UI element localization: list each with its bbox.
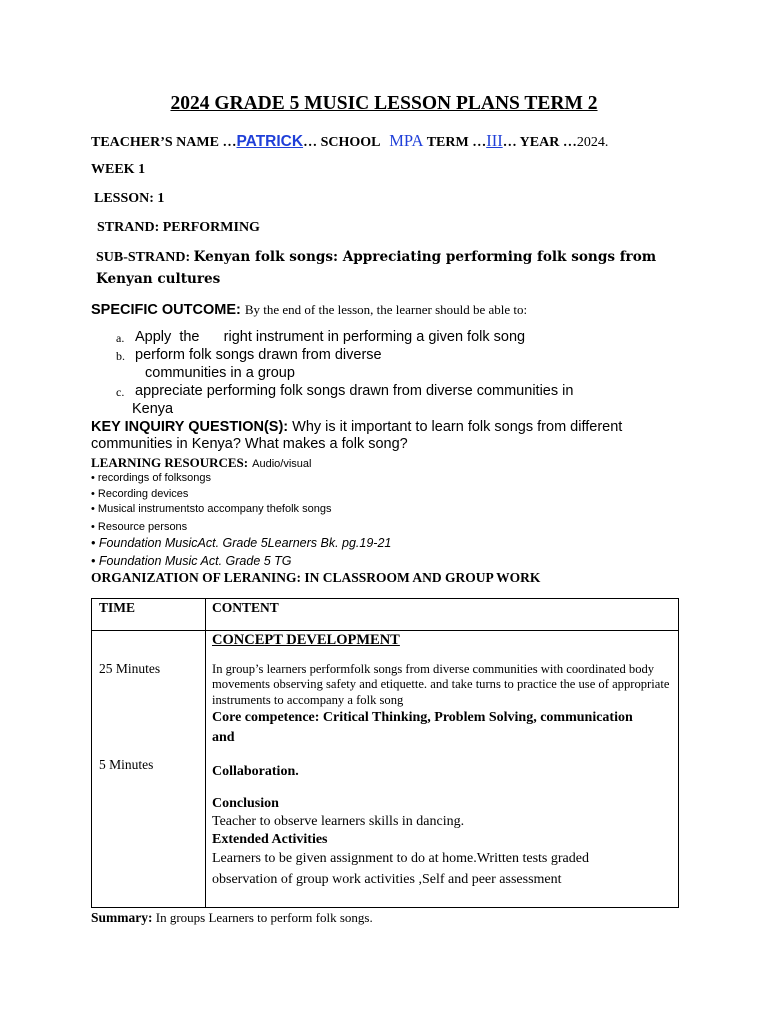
table-row: [92, 631, 679, 908]
time-cell: [92, 631, 206, 908]
summary: [91, 910, 373, 926]
school-name: MPA: [389, 131, 424, 150]
list-marker: a.: [116, 331, 125, 345]
outcome-text-cont: communities in a group: [145, 365, 295, 381]
year-value: 2024.: [576, 135, 609, 150]
organization-heading: ORGANIZATION OF LERANING: IN CLASSROOM AND GROUP WORK: [91, 570, 541, 585]
conclusion-heading: Conclusion: [212, 796, 279, 811]
concept-text: In group’s learners performfolk songs from diverse communities with coordinated body movements observing safety and etiquette. and take turns to practice the use of appropriate instruments to accompany a folk song: [212, 661, 670, 707]
list-item: [116, 382, 636, 418]
key-inquiry-label: KEY INQUIRY QUESTION(S):: [91, 419, 289, 435]
concept-development-heading: CONCEPT DEVELOPMENT: [212, 632, 400, 648]
specific-outcome-label: SPECIFIC OUTCOME:: [91, 302, 241, 318]
conclusion-text: Teacher to observe learners skills in dancing.: [212, 814, 465, 829]
core-competence: Core competence: Critical Thinking, Problem Solving, communication: [212, 710, 633, 725]
content-cell: [206, 631, 679, 908]
week-label: WEEK 1: [91, 162, 146, 177]
summary-label: Summary:: [91, 910, 153, 925]
list-marker: b.: [116, 349, 125, 363]
collaboration: Collaboration.: [212, 764, 299, 779]
sub-strand: [96, 249, 656, 266]
core-competence-cont: and: [212, 730, 235, 745]
header-line: [91, 131, 608, 151]
sub-strand-label: SUB-STRAND:: [96, 250, 191, 265]
strand-label: STRAND: PERFORMING: [97, 220, 260, 235]
list-item: [116, 346, 636, 382]
learning-resources-intro: Audio/visual: [252, 458, 312, 470]
reference-item: • Foundation MusicAct. Grade 5Learners Bk. pg.19-21: [91, 536, 392, 550]
table-header-content: CONTENT: [206, 599, 679, 631]
list-item: [116, 328, 636, 346]
term-label: TERM …: [426, 135, 487, 150]
time-value: 5 Minutes: [99, 757, 154, 772]
learning-resources: [91, 454, 311, 472]
sub-strand-text-2: Kenyan cultures: [96, 271, 221, 287]
extended-activities-heading: Extended Activities: [212, 832, 328, 847]
sub-strand-text: Kenyan folk songs: Appreciating performing folk songs from: [193, 249, 657, 265]
learning-resources-label: LEARNING RESOURCES:: [91, 455, 249, 470]
lesson-label: LESSON: 1: [94, 191, 165, 206]
term-value: III: [486, 131, 503, 150]
outcome-text: appreciate performing folk songs drawn from diverse communities in: [135, 383, 574, 399]
outcomes-list: [116, 328, 636, 418]
outcome-text: Apply the right instrument in performing a given folk song: [135, 329, 526, 345]
table-header-row: [92, 599, 679, 631]
outcome-text: perform folk songs drawn from diverse: [135, 347, 382, 363]
time-value: 25 Minutes: [99, 661, 161, 676]
school-label: … SCHOOL: [303, 135, 380, 150]
extended-activities-text: Learners to be given assignment to do at home.Written tests graded: [212, 851, 589, 866]
outcome-text-cont: Kenya: [132, 401, 174, 417]
year-label: … YEAR …: [502, 135, 577, 150]
list-item: • Resource persons: [91, 521, 188, 533]
summary-text: In groups Learners to perform folk songs.: [155, 910, 373, 925]
page-title: 2024 GRADE 5 MUSIC LESSON PLANS TERM 2: [170, 93, 598, 114]
specific-outcome-intro: By the end of the lesson, the learner should be able to:: [244, 302, 528, 317]
key-inquiry-text: Why is it important to learn folk songs from different: [292, 419, 623, 435]
key-inquiry: [91, 419, 622, 435]
table-header-time: TIME: [92, 599, 206, 631]
lesson-table: [91, 598, 679, 908]
teacher-label: TEACHER’S NAME …: [91, 135, 237, 150]
list-item: • recordings of folksongs: [91, 472, 212, 484]
key-inquiry-text-2: communities in Kenya? What makes a folk song?: [91, 436, 408, 452]
list-item: • Recording devices: [91, 488, 189, 500]
teacher-name: PATRICK: [236, 133, 304, 150]
list-marker: c.: [116, 385, 125, 399]
specific-outcome: [91, 301, 527, 319]
reference-item: • Foundation Music Act. Grade 5 TG: [91, 554, 292, 568]
list-item: • Musical instrumentsto accompany thefolk songs: [91, 503, 332, 515]
extended-activities-text-2: observation of group work activities ,Self and peer assessment: [212, 872, 562, 887]
